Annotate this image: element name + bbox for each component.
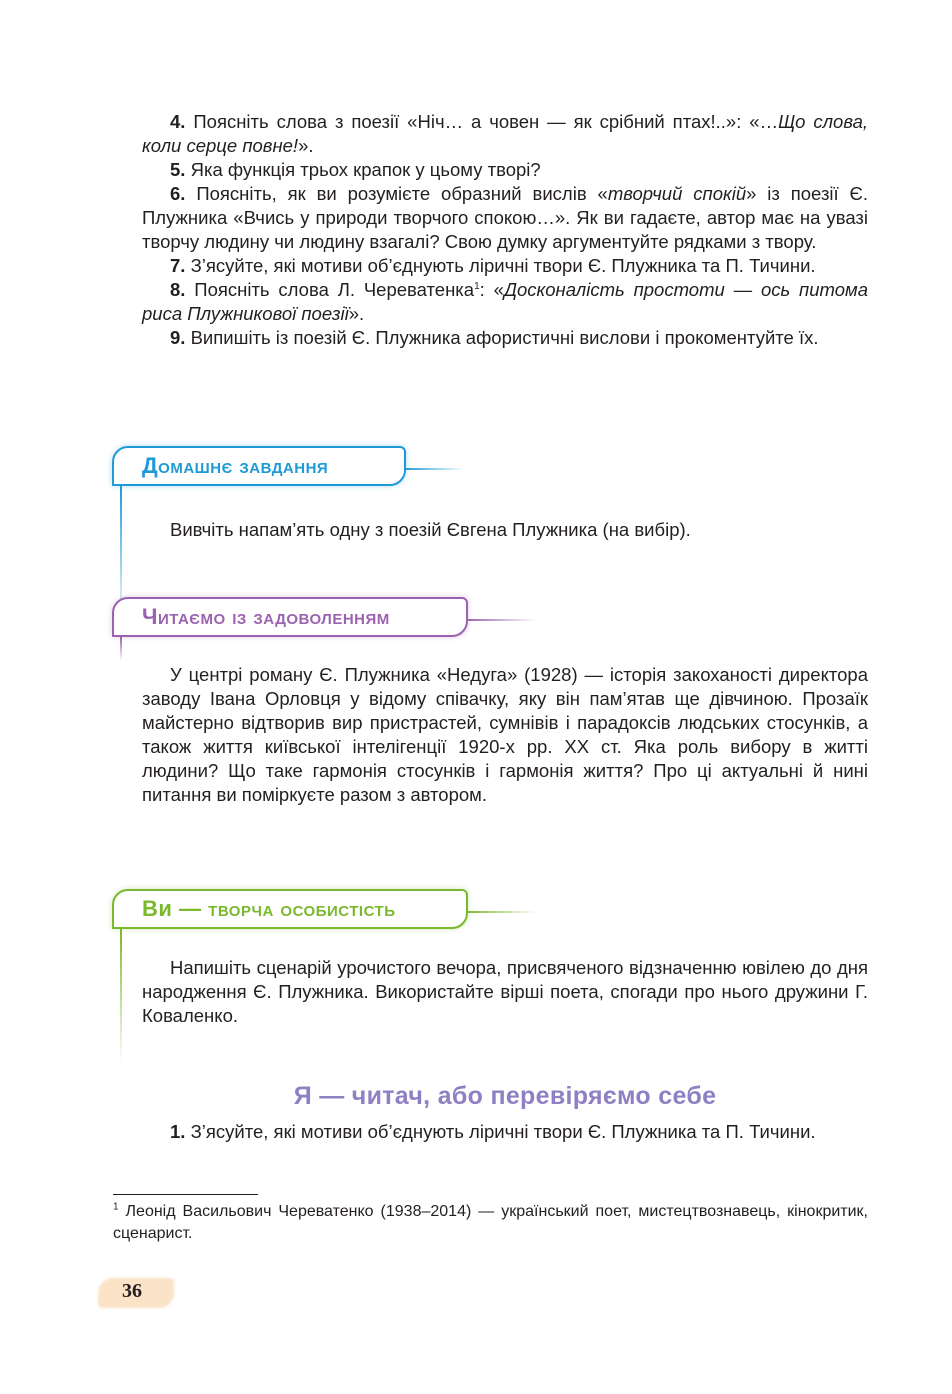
question-text: ».	[298, 135, 314, 156]
question-number: 7.	[170, 255, 186, 276]
creative-title-box	[112, 889, 468, 929]
creative-text: Напишіть сценарій урочистого вечора, присвяченого відзначенню ювілею до дня народження Є. Плужника. Використайте вірші поета, спогади про нього дружини Г. Коваленко.	[142, 957, 868, 1026]
footnote-rule	[113, 1194, 258, 1195]
question-number: 5.	[170, 159, 186, 180]
question-text: Випишіть із поезій Є. Плужника афористичні вислови і прокоментуйте їх.	[190, 327, 819, 348]
question-text: ».	[348, 303, 365, 324]
question-item	[142, 254, 868, 278]
question-number: 4.	[170, 111, 186, 132]
question-number: 8.	[170, 279, 186, 300]
creative-title-rest: творча особистість	[208, 896, 396, 921]
reading-title-box	[112, 597, 468, 637]
question-item	[142, 110, 868, 158]
homework-title: Домашнє завдання	[142, 453, 329, 478]
homework-title-box	[112, 446, 406, 486]
reading-banner-line	[120, 637, 122, 661]
reading-title: Читаємо із задоволенням	[142, 604, 390, 629]
footnote-ref: 1	[474, 280, 480, 292]
reading-banner-tail	[466, 619, 536, 621]
self-check-heading: Я — читач, або перевіряємо себе	[293, 1082, 717, 1110]
question-text: Яка функція трьох крапок у цьому творі?	[190, 159, 541, 180]
creative-title-lead: Ви —	[142, 896, 202, 921]
self-check-question-text: З’ясуйте, які мотиви об’єднують ліричні твори Є. Плужника та П. Тичини.	[190, 1121, 816, 1142]
footnote	[113, 1201, 868, 1245]
question-text: Що слова, коли серце повне!	[142, 111, 869, 156]
reading-text: У центрі роману Є. Плужника «Недуга» (1928) — історія закоханості директора заводу Івана Орловця у відому співачку, яку він пам’ятав ще дівчиною. Прозаїк майстерно відтворив вир пристрастей, сумнівів і парадоксів людських стосунків, а також життя київської інтелігенції 1920-х рр. XX ст. Яка роль вибору в житті людини? Що таке гармонія стосунків і гармонія життя? Про ці актуальні й нині питання ви поміркуєте разом з автором.	[142, 664, 868, 805]
question-text: Поясніть слова з поезії «Ніч… а човен — як срібний птах!..»: «…	[193, 111, 779, 132]
question-text: Досконалість простоти — ось питома риса Плужникової поезії	[142, 279, 868, 324]
homework-banner-tail	[404, 468, 464, 470]
question-number: 9.	[170, 327, 186, 348]
question-text: : «	[479, 279, 504, 300]
question-text: Поясніть, як ви розумієте образний вислів «	[196, 183, 608, 204]
question-text: З’ясуйте, які мотиви об’єднують ліричні твори Є. Плужника та П. Тичини.	[190, 255, 816, 276]
question-text: творчий спокій	[607, 183, 747, 204]
creative-banner-line	[120, 929, 122, 1065]
question-number: 6.	[170, 183, 186, 204]
questions-list	[142, 110, 868, 350]
question-item	[142, 158, 868, 182]
question-item	[142, 326, 868, 350]
page-number: 36	[122, 1280, 142, 1302]
homework-text: Вивчіть напам’ять одну з поезій Євгена Плужника (на вибір).	[170, 519, 691, 540]
footnote-mark: 1	[113, 1201, 119, 1213]
question-text: Поясніть слова Л. Череватенка	[194, 279, 475, 300]
self-check-question-number: 1.	[170, 1121, 186, 1142]
self-check-question	[142, 1120, 868, 1144]
footnote-text: Леонід Васильович Череватенко (1938–2014) — український поет, мистецтвознавець, кінокритик, сценарист.	[113, 1203, 868, 1242]
creative-banner-tail	[466, 911, 536, 913]
question-text: » із поезії Є. Плужника «Вчись у природи творчого спокою…». Як ви гадаєте, автор має на увазі творчу людину чи людину взагалі? Свою думку аргументуйте рядками з твору.	[142, 183, 868, 252]
question-item	[142, 278, 868, 326]
question-item	[142, 182, 868, 254]
